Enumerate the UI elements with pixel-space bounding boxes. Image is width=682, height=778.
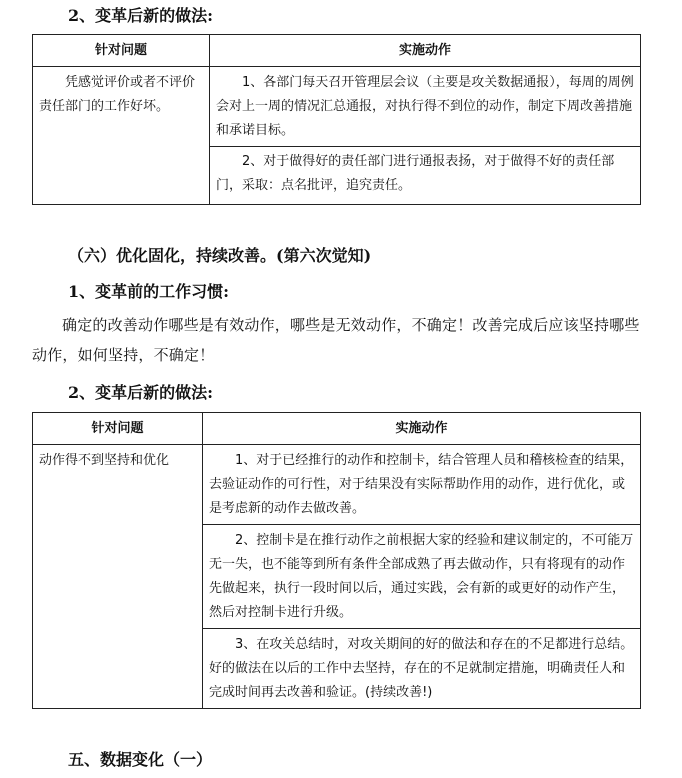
action-cell: 1、各部门每天召开管理层会议（主要是攻关数据通报），每周的周例会对上一周的情况汇总通报，对执行得不到位的动作，制定下周改善措施和承诺目标。 [210,67,641,147]
issue-cell: 凭感觉评价或者不评价责任部门的工作好坏。 [33,67,210,205]
header-action: 实施动作 [210,35,641,67]
header-issue: 针对问题 [33,35,210,67]
habit-heading: 1、变革前的工作习惯: [68,282,230,301]
table-row [33,445,641,525]
header-action: 实施动作 [203,413,641,445]
action-cell: 2、对于做得好的责任部门进行通报表扬，对于做得不好的责任部门，采取：点名批评，追究责任。 [210,147,641,205]
practice-table-b [32,412,641,709]
section-title-five: 五、数据变化（一） [68,750,213,769]
habit-paragraph: 确定的改善动作哪些是有效动作，哪些是无效动作，不确定！改善完成后应该坚持哪些动作，如何坚持，不确定！ [32,316,640,364]
table-row [33,67,641,147]
action-cell: 3、在攻关总结时，对攻关期间的好的做法和存在的不足都进行总结。好的做法在以后的工作中去坚持，存在的不足就制定措施，明确责任人和完成时间再去改善和验证。(持续改善!) [203,629,641,709]
action-cell: 1、对于已经推行的动作和控制卡，结合管理人员和稽核检查的结果，去验证动作的可行性，对于结果没有实际帮助作用的动作，进行优化，或是考虑新的动作去做改善。 [203,445,641,525]
practice-table-a [32,34,641,205]
table-header-row [33,413,641,445]
section-heading-new-practice-b: 2、变革后新的做法: [68,383,214,402]
header-issue: 针对问题 [33,413,203,445]
section-heading-new-practice-a: 2、变革后新的做法: [68,6,214,25]
action-cell: 2、控制卡是在推行动作之前根据大家的经验和建议制定的，不可能万无一失，也不能等到所有条件全部成熟了再去做动作，只有将现有的动作先做起来，执行一段时间以后，通过实践，会有新的或更好的动作产生，然后对控制卡进行升级。 [203,525,641,629]
section-title-six: （六）优化固化，持续改善。(第六次觉知) [68,246,372,265]
table-header-row [33,35,641,67]
issue-cell: 动作得不到坚持和优化 [33,445,203,709]
